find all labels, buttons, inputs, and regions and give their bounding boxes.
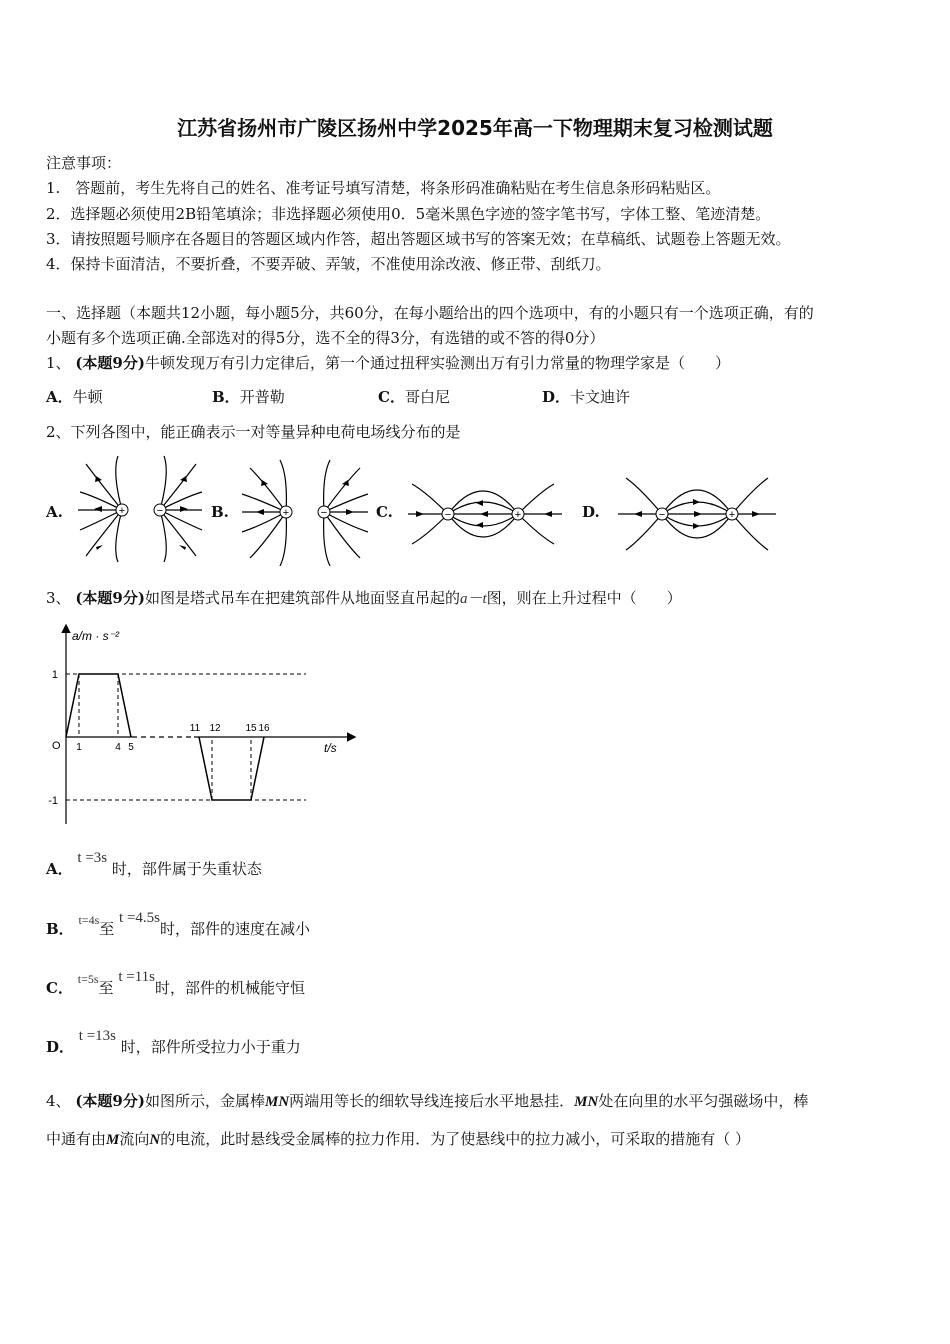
q1-option-a[interactable]: A．牛顿 — [46, 388, 103, 406]
q1-option-d[interactable]: D．卡文迪许 — [542, 388, 631, 406]
x-tick-label: 5 — [128, 742, 134, 753]
y-tick-label: 1 — [51, 669, 58, 681]
section-intro-line2: 小题有多个选项正确.全部选对的得5分，选不全的得3分，有选错的或不答的得0分） — [46, 329, 605, 347]
x-tick-label: 11 — [189, 723, 201, 734]
negative-charge-label: − — [320, 507, 328, 519]
x-tick-label: 16 — [258, 723, 270, 734]
x-tick-label: 1 — [76, 742, 82, 753]
question-score: (本题9分) — [75, 1092, 145, 1110]
q2-option-a-label[interactable]: A. — [46, 503, 63, 521]
y-tick-label: -1 — [48, 795, 58, 807]
series-line-1 — [199, 737, 264, 800]
x-tick-label: 4 — [115, 742, 121, 753]
question-number: 1、 — [46, 354, 71, 372]
negative-charge-label: − — [156, 505, 164, 517]
question-score: (本题9分) — [75, 589, 145, 607]
section-intro-line1: 一、选择题（本题共12小题，每小题5分，共60分，在每小题给出的四个选项中，有的小题只有一个选项正确，有的 — [46, 304, 814, 322]
notice-item: 4．保持卡面清洁，不要折叠，不要弄破、弄皱，不准使用涂改液、修正带、刮纸刀。 — [46, 255, 611, 273]
x-tick-label: 12 — [209, 723, 221, 734]
q3-option-c[interactable]: C． $^{t=5s}$至 t =11s时，部件的机械能守恒 — [46, 969, 305, 997]
notice-item: 3．请按照题号顺序在各题目的答题区域内作答，超出答题区域书写的答案无效；在草稿纸、试题卷上答题无效。 — [46, 230, 791, 248]
math-expression: a－t — [459, 591, 487, 607]
q1-option-b[interactable]: B．开普勒 — [212, 388, 285, 406]
x-tick-label: 15 — [245, 723, 257, 734]
field-lines-diagram-d[interactable] — [614, 460, 780, 568]
question-4-stem-line2: 中通有由M流向N的电流，此时悬线受金属棒的拉力作用．为了使悬线中的拉力减小，可采取的措施有（ ） — [46, 1130, 750, 1148]
page-title: 江苏省扬州市广陵区扬州中学2025年高一下物理期末复习检测试题 — [177, 116, 773, 140]
x-axis-label: t/s — [324, 741, 337, 755]
question-score: (本题9分) — [75, 354, 145, 372]
negative-charge-label: − — [658, 509, 666, 521]
question-3-stem: 3、 (本题9分)如图是塔式吊车在把建筑部件从地面竖直吊起的a－t图，则在上升过程中（ ） — [46, 589, 682, 607]
question-2-stem: 2、下列各图中，能正确表示一对等量异种电荷电场线分布的是 — [46, 423, 461, 441]
field-lines-diagram-a[interactable] — [76, 452, 204, 564]
positive-charge-label: + — [282, 507, 290, 519]
q2-option-b-label[interactable]: B. — [211, 503, 229, 521]
q1-option-c[interactable]: C．哥白尼 — [378, 388, 450, 406]
y-axis-label: a/m · s⁻² — [72, 629, 119, 643]
question-text: 牛顿发现万有引力定律后，第一个通过扭秤实验测出万有引力常量的物理学家是（ ） — [144, 354, 730, 372]
negative-charge-label: − — [444, 509, 452, 521]
positive-charge-label: + — [728, 509, 736, 521]
q2-option-c-label[interactable]: C. — [376, 503, 393, 521]
question-1-stem — [46, 352, 730, 373]
q3-option-b[interactable]: B． $^{t=4s}$至 t =4.5s时，部件的速度在减小 — [46, 910, 311, 938]
notice-heading: 注意事项： — [46, 154, 122, 172]
positive-charge-label: + — [514, 509, 522, 521]
q2-option-d-label[interactable]: D. — [582, 503, 600, 521]
series-line-0 — [66, 674, 131, 737]
notice-item: 2．选择题必须使用2B铅笔填涂；非选择题必须使用0．5毫米黑色字迹的签字笔书写，字体工整、笔迹清楚。 — [46, 205, 771, 223]
q3-option-d[interactable]: D． t =13s 时，部件所受拉力小于重力 — [46, 1028, 301, 1056]
origin-label: O — [52, 740, 61, 752]
question-4-stem-line1: 4、 (本题9分)如图所示，金属棒MN两端用等长的细软导线连接后水平地悬挂．MN处在向里的水平匀强磁场中，棒 — [46, 1092, 809, 1110]
positive-charge-label: + — [118, 505, 126, 517]
field-lines-diagram-b[interactable] — [240, 458, 372, 566]
q3-option-a[interactable]: A． t =3s 时，部件属于失重状态 — [46, 850, 262, 878]
field-lines-diagram-c[interactable] — [404, 462, 566, 564]
notice-item: 1. 答题前，考生先将自己的姓名、准考证号填写清楚，将条形码准确粘贴在考生信息条形码粘贴区。 — [46, 179, 721, 197]
a-t-chart — [40, 618, 370, 830]
